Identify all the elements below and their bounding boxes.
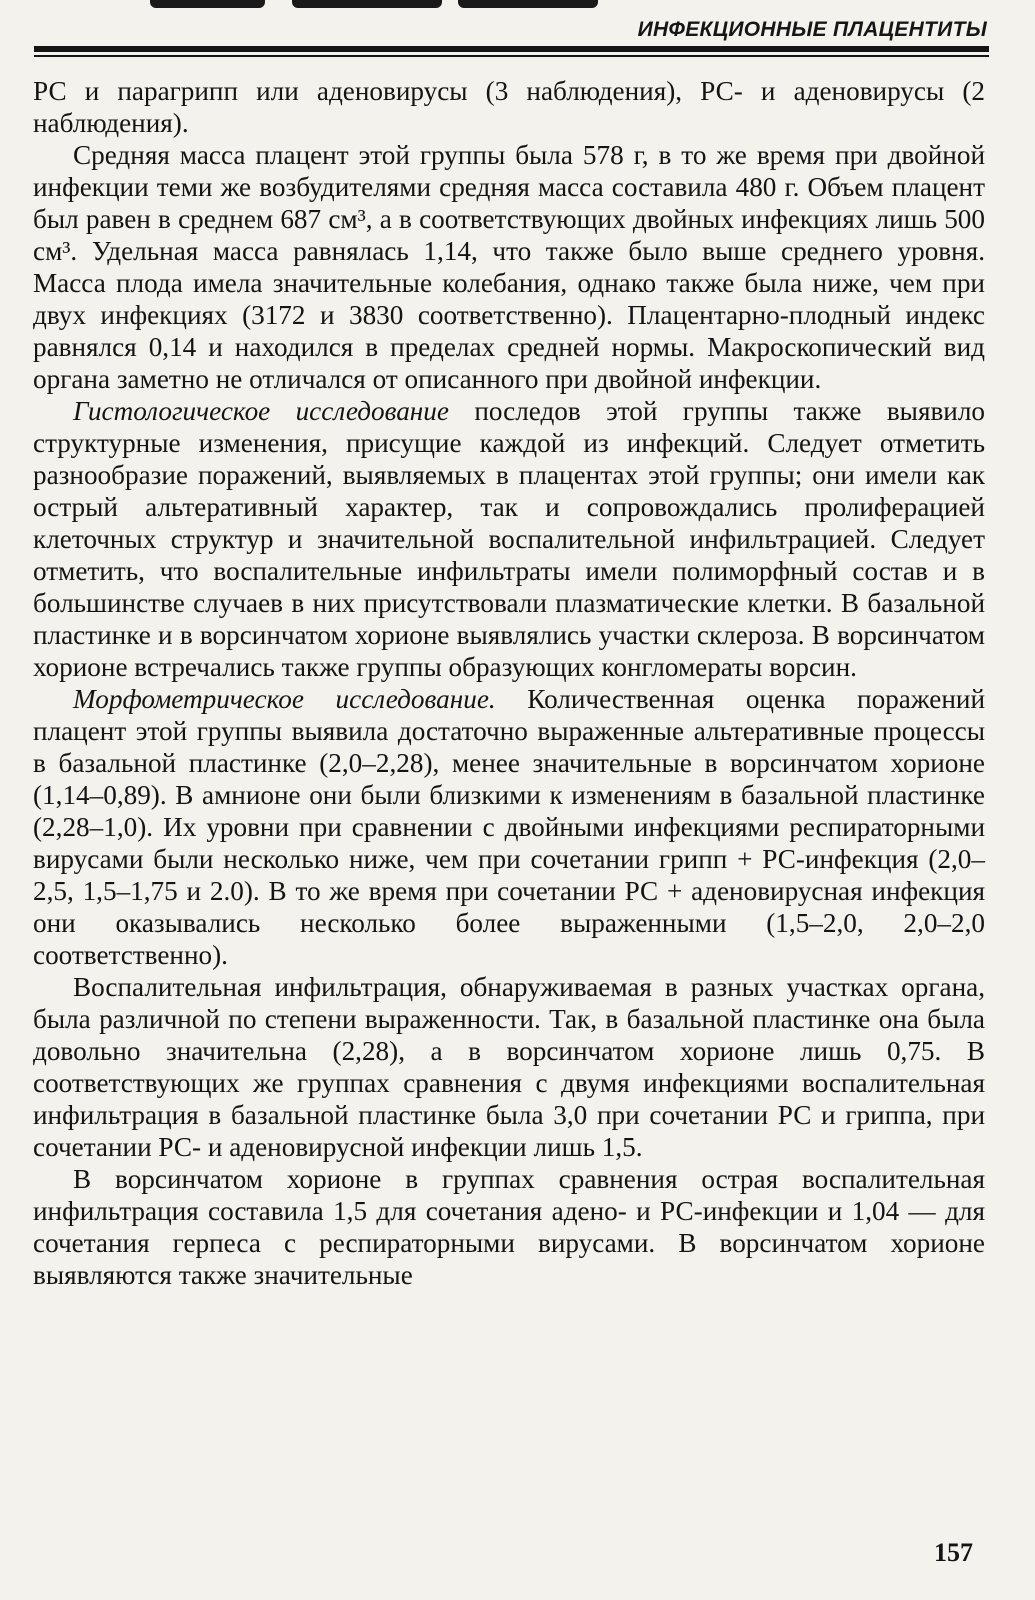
- paragraph-1: [33, 75, 985, 139]
- paragraph-text: Количественная оценка поражений плацент этой группы выявила достаточно выраженные альтеративные процессы в базальной пластинке (2,0–2,28), менее значительные в ворсинчатом хорионе (1,14–0,89). В амнионе они были близкими к изменениям в базальной пластинке (2,28–1,0). Их уровни при сравнении с двойными инфекциями респираторными вирусами были несколько ниже, чем при сочетании грипп + РС-инфекция (2,0–2,5, 1,5–1,75 и 2.0). В то же время при сочетании РС + аденовирусная инфекция они оказывались несколько более выраженными (1,5–2,0, 2,0–2,0 соответственно).: [33, 684, 985, 970]
- paragraph-text: Средняя масса плацент этой группы была 578 г, в то же время при двойной инфекции теми же возбудителями средняя масса составила 480 г. Объем плацент был равен в среднем 687 см³, а в соответствующих двойных инфекциях лишь 500 см³. Удельная масса равнялась 1,14, что также было выше среднего уровня. Масса плода имела значительные колебания, однако также была ниже, чем при двух инфекциях (3172 и 3830 соответственно). Плацентарно-плодный индекс равнялся 0,14 и находился в пределах средней нормы. Макроскопический вид органа заметно не отличался от описанного при двойной инфекции.: [33, 140, 985, 394]
- paragraph-4: [33, 683, 985, 971]
- section-lead-morphometry: Морфометрическое исследование.: [73, 684, 496, 714]
- header-rule: [34, 46, 989, 52]
- paragraph-3: [33, 395, 985, 683]
- body-text: [33, 75, 985, 1291]
- paragraph-text: последов этой группы также выявило структурные изменения, присущие каждой из инфекций. Следует отметить разнообразие поражений, выявляемых в плацентах этой группы; они имели как острый альтеративный характер, так и сопровождались пролиферацией клеточных структур и значительной воспалительной инфильтрацией. Следует отметить, что воспалительные инфильтраты имели полиморфный состав и в большинстве случаев в них присутствовали плазматические клетки. В базальной пластинке и в ворсинчатом хорионе выявлялись участки склероза. В ворсинчатом хорионе встречались также группы образующих конгломераты ворсин.: [33, 396, 985, 682]
- paragraph-2: [33, 139, 985, 395]
- paragraph-5: [33, 971, 985, 1163]
- section-lead-histology: Гистологическое исследование: [73, 396, 449, 426]
- paragraph-6: [33, 1163, 985, 1291]
- paragraph-text: В ворсинчатом хорионе в группах сравнения острая воспалительная инфильтрация составила 1,5 для сочетания адено- и РС-инфекции и 1,04 — для сочетания герпеса с респираторными вирусами. В ворсинчатом хорионе выявляются также значительные: [33, 1164, 985, 1290]
- page-number: 157: [934, 1538, 973, 1567]
- paragraph-text: РС и парагрипп или аденовирусы (3 наблюдения), РС- и аденовирусы (2 наблюдения).: [33, 76, 985, 138]
- header-rule-thin: [34, 55, 989, 57]
- paragraph-text: Воспалительная инфильтрация, обнаруживаемая в разных участках органа, была различной по степени выраженности. Так, в базальной пластинке она была довольно значительна (2,28), а в ворсинчатом хорионе лишь 0,75. В соответствующих же группах сравнения с двумя инфекциями воспалительная инфильтрация в базальной пластинке была 3,0 при сочетании РС и гриппа, при сочетании РС- и аденовирусной инфекции лишь 1,5.: [33, 972, 985, 1162]
- running-header: ИНФЕКЦИОННЫЕ ПЛАЦЕНТИТЫ: [637, 18, 987, 41]
